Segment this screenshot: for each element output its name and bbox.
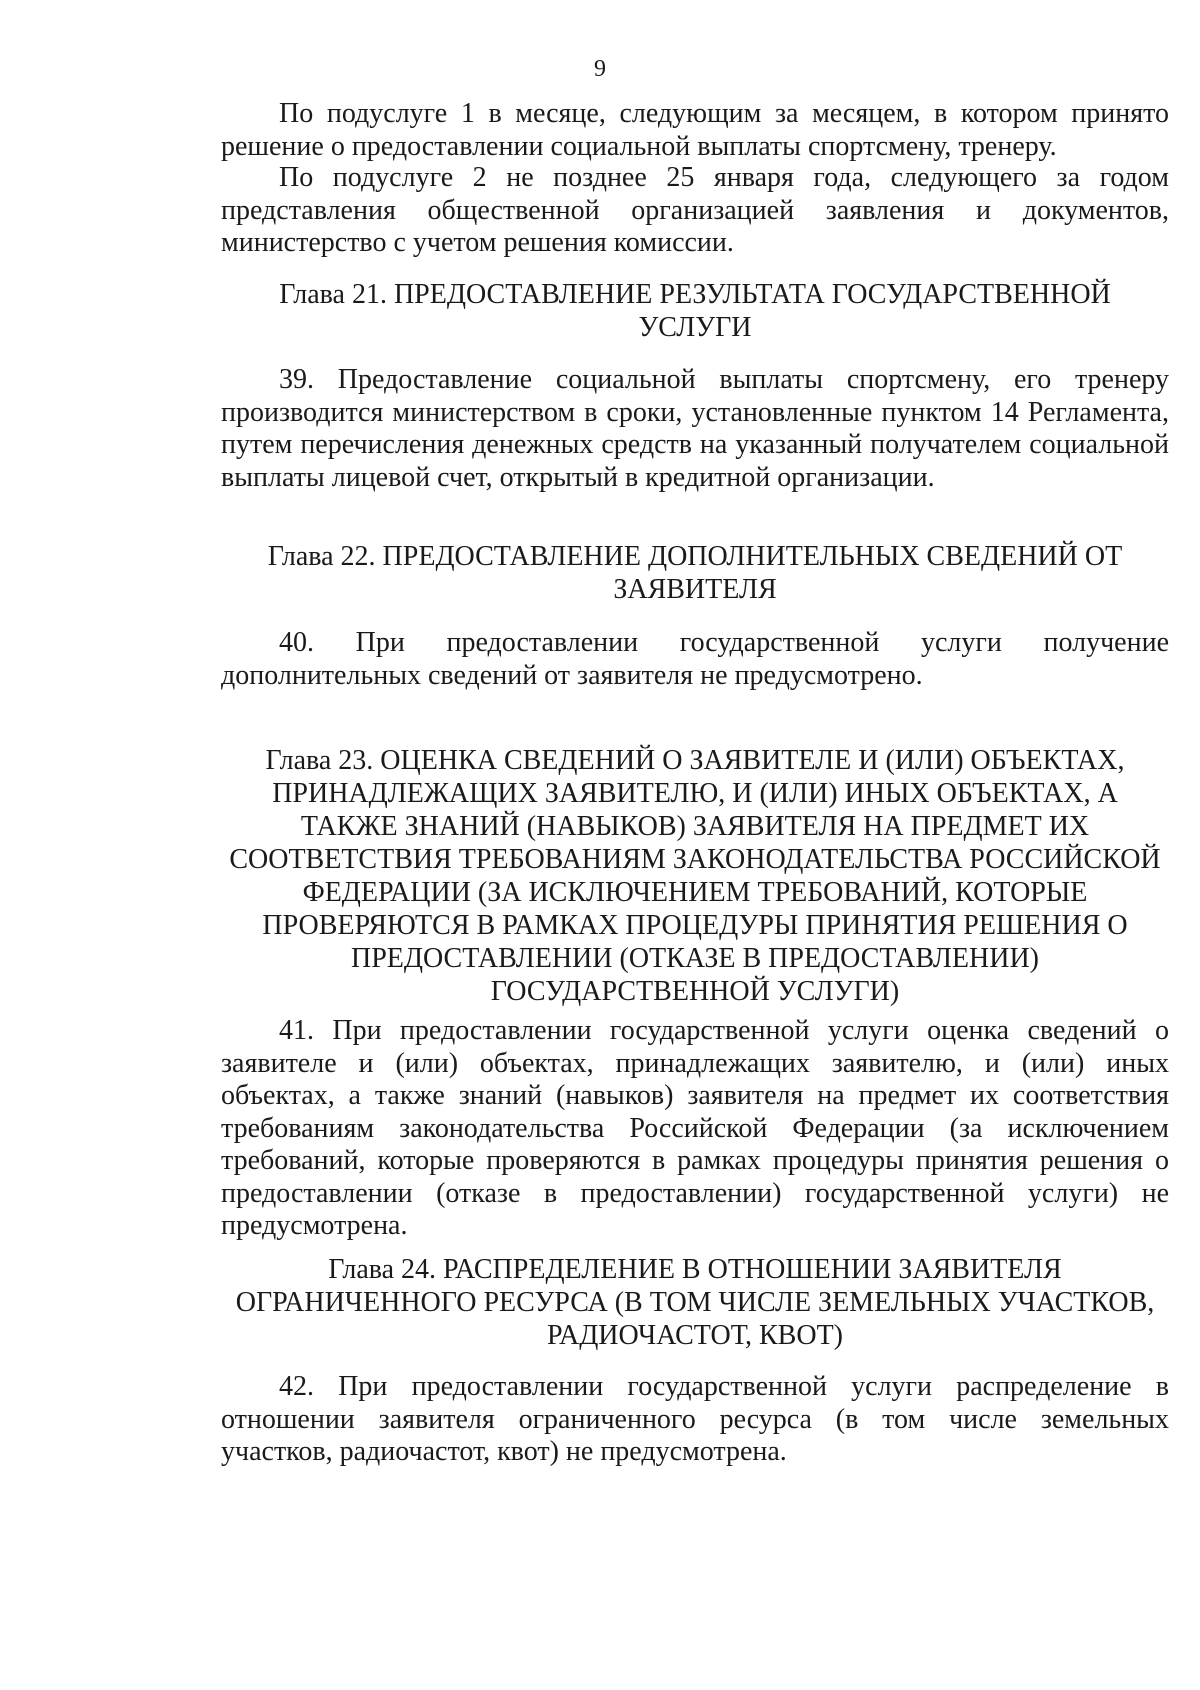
paragraph-42: 42. При предоставлении государственной услуги распределение в отношении заявителя ограниченного ресурса (в том числе земельных участков, радиочастот, квот) не предусмотрена. — [221, 1371, 1169, 1467]
heading-chapter-24: Глава 24. РАСПРЕДЕЛЕНИЕ В ОТНОШЕНИИ ЗАЯВИТЕЛЯ ОГРАНИЧЕННОГО РЕСУРСА (В ТОМ ЧИСЛЕ ЗЕМЕЛЬНЫХ УЧАСТКОВ, РАДИОЧАСТОТ, КВОТ) — [235, 1254, 1155, 1351]
paragraph-39: 39. Предоставление социальной выплаты спортсмену, его тренеру производится министерством в сроки, установленные пунктом 14 Регламента, путем перечисления денежных средств на указанный получателем социальной выплаты лицевой счет, открытый в кредитной организации. — [221, 364, 1169, 493]
paragraph-41: 41. При предоставлении государственной услуги оценка сведений о заявителе и (или) объектах, принадлежащих заявителю, и (или) иных объектах, а также знаний (навыков) заявителя на предмет их соответствия требованиям законодательства Российской Федерации (за исключением требований, которые проверяются в рамках процедуры принятия решения о предоставлении (отказе в предоставлении) государственной услуги) не предусмотрена. — [221, 1015, 1169, 1241]
page-number: 9 — [594, 56, 606, 82]
heading-chapter-22: Глава 22. ПРЕДОСТАВЛЕНИЕ ДОПОЛНИТЕЛЬНЫХ СВЕДЕНИЙ ОТ ЗАЯВИТЕЛЯ — [267, 541, 1123, 605]
heading-chapter-21: Глава 21. ПРЕДОСТАВЛЕНИЕ РЕЗУЛЬТАТА ГОСУДАРСТВЕННОЙ УСЛУГИ — [279, 279, 1111, 343]
paragraph-40: 40. При предоставлении государственной услуги получение дополнительных сведений от заявителя не предусмотрено. — [221, 627, 1169, 691]
paragraph-subservice-2: По подуслуге 2 не позднее 25 января года, следующего за годом представления общественной организацией заявления и документов, министерство с учетом решения комиссии. — [221, 162, 1169, 258]
paragraph-subservice-1: По подуслуге 1 в месяце, следующим за месяцем, в котором принято решение о предоставлении социальной выплаты спортсмену, тренеру. — [221, 98, 1169, 162]
heading-chapter-23: Глава 23. ОЦЕНКА СВЕДЕНИЙ О ЗАЯВИТЕЛЕ И (ИЛИ) ОБЪЕКТАХ, ПРИНАДЛЕЖАЩИХ ЗАЯВИТЕЛЮ, И (ИЛИ) ИНЫХ ОБЪЕКТАХ, А ТАКЖЕ ЗНАНИЙ (НАВЫКОВ) ЗАЯВИТЕЛЯ НА ПРЕДМЕТ ИХ СООТВЕТСТВИЯ ТРЕБОВАНИЯМ ЗАКОНОДАТЕЛЬСТВА РОССИЙСКОЙ ФЕДЕРАЦИИ (ЗА ИСКЛЮЧЕНИЕМ ТРЕБОВАНИЙ, КОТОРЫЕ ПРОВЕРЯЮТСЯ В РАМКАХ ПРОЦЕДУРЫ ПРИНЯТИЯ РЕШЕНИЯ О ПРЕДОСТАВЛЕНИИ (ОТКАЗЕ В ПРЕДОСТАВЛЕНИИ) ГОСУДАРСТВЕННОЙ УСЛУГИ) — [229, 745, 1161, 1007]
